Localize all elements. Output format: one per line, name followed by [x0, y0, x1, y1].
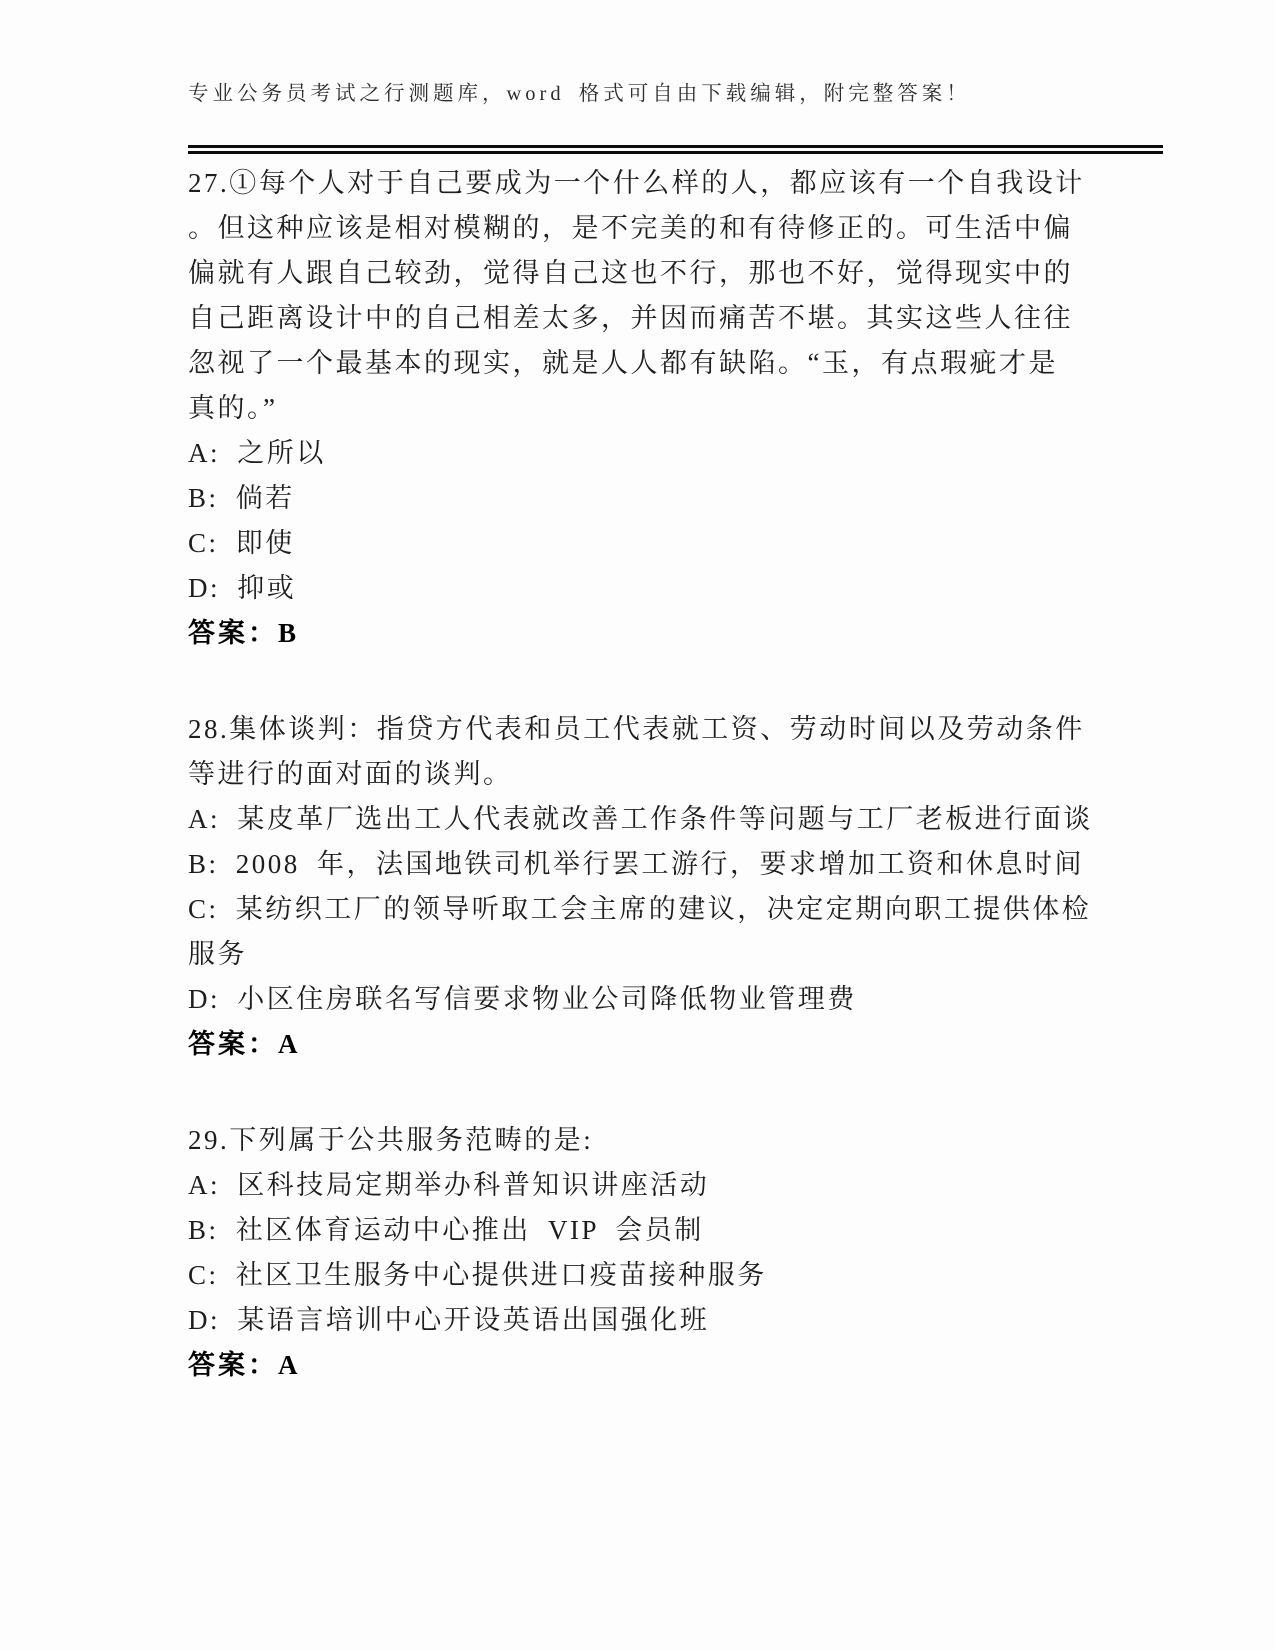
question-28-option-a: A: 某皮革厂选出工人代表就改善工作条件等问题与工厂老板进行面谈	[188, 804, 1093, 834]
question-27-answer: 答案：B	[188, 618, 300, 648]
header-divider	[188, 145, 1163, 154]
question-29-option-c: C: 社区卫生服务中心提供进口疫苗接种服务	[188, 1260, 767, 1290]
question-27-body-line: 。但这种应该是相对模糊的，是不完美的和有待修正的。可生活中偏	[188, 213, 1073, 243]
question-28-option-c-continuation: 服务	[188, 939, 247, 969]
document-content	[188, 0, 1163, 1388]
question-29-option-b: B: 社区体育运动中心推出 VIP 会员制	[188, 1215, 704, 1245]
header-title: 专业公务员考试之行测题库，word 格式可自由下载编辑，附完整答案！	[188, 83, 971, 105]
question-27-option-d: D: 抑或	[188, 573, 297, 603]
question-27-body-line: 忽视了一个最基本的现实，就是人人都有缺陷。“玉，有点瑕疵才是	[188, 348, 1058, 378]
question-29-option-d: D: 某语言培训中心开设英语出国强化班	[188, 1305, 710, 1335]
question-28-answer: 答案：A	[188, 1029, 301, 1059]
question-29-option-a: A: 区科技局定期举办科普知识讲座活动	[188, 1170, 710, 1200]
question-27-option-a: A: 之所以	[188, 438, 326, 468]
question-29-answer: 答案：A	[188, 1350, 301, 1380]
question-28-body-line: 等进行的面对面的谈判。	[188, 759, 513, 789]
question-28-option-b: B: 2008 年，法国地铁司机举行罢工游行，要求增加工资和休息时间	[188, 849, 1085, 879]
document-header	[188, 0, 1163, 154]
question-27-body-line: 27.①每个人对于自己要成为一个什么样的人，都应该有一个自我设计	[188, 168, 1085, 198]
question-27-option-b: B: 倘若	[188, 483, 295, 513]
question-29	[188, 1118, 1163, 1388]
question-27	[188, 161, 1163, 656]
question-27-body-line: 真的。”	[188, 393, 278, 423]
question-27-option-c: C: 即使	[188, 528, 295, 558]
question-28-option-d: D: 小区住房联名写信要求物业公司降低物业管理费	[188, 984, 857, 1014]
question-27-body-line: 偏就有人跟自己较劲，觉得自己这也不行，那也不好，觉得现实中的	[188, 258, 1073, 288]
question-29-body-line: 29.下列属于公共服务范畴的是:	[188, 1125, 594, 1155]
question-28	[188, 707, 1163, 1067]
question-28-option-c: C: 某纺织工厂的领导听取工会主席的建议，决定定期向职工提供体检	[188, 894, 1092, 924]
question-28-body-line: 28.集体谈判：指贷方代表和员工代表就工资、劳动时间以及劳动条件	[188, 714, 1085, 744]
question-27-body-line: 自己距离设计中的自己相差太多，并因而痛苦不堪。其实这些人往往	[188, 303, 1073, 333]
